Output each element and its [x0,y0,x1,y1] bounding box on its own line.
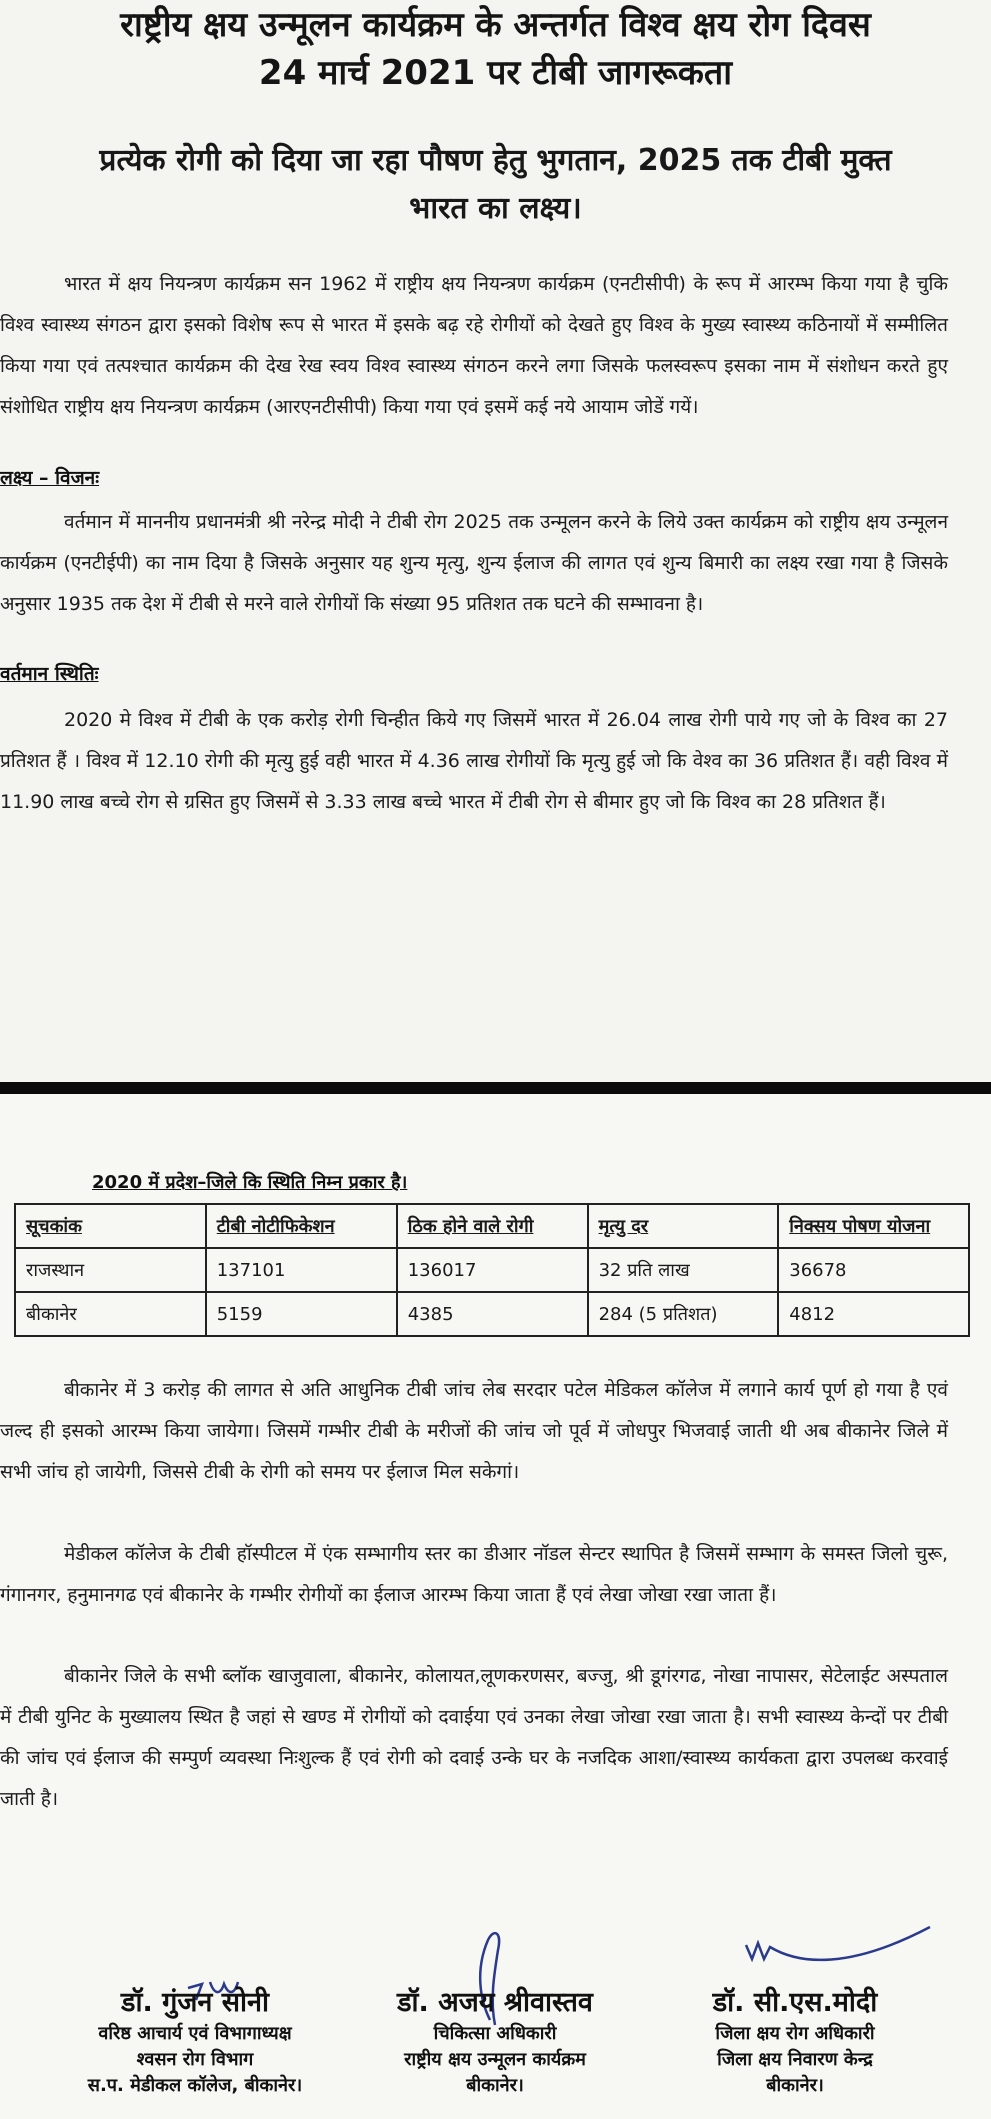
page-divider [0,1082,991,1094]
table-cell: 136017 [397,1248,588,1292]
table-cell: 137101 [206,1248,397,1292]
blocks-paragraph [0,1656,948,1820]
signatory-block-2 [340,1985,650,2099]
signatory-name: डॉ. गुंजन सोनी [121,1987,269,2018]
table-cell: 36678 [778,1248,969,1292]
signatory-department: जिला क्षय निवारण केन्द्र [717,2049,873,2070]
status-heading: वर्तमान स्थितिः [0,663,99,685]
document-title-line-1: राष्ट्रीय क्षय उन्मूलन कार्यक्रम के अन्तर्गत विश्व क्षय रोग दिवस [120,5,871,45]
table-header-cell: मृत्यु दर [588,1204,779,1248]
table-header-row [15,1204,969,1248]
table-caption: 2020 में प्रदेश–जिले कि स्थिति निम्न प्रकार है। [92,1172,408,1193]
signatory-institution: बीकानेर। [466,2075,524,2096]
document-title-line-2: 24 मार्च 2021 पर टीबी जागरूकता [258,53,733,93]
signatory-block-1 [40,1985,350,2099]
lab-text: बीकानेर में 3 करोड़ की लागत से अति आधुनिक टीबी जांच लेब सरदार पटेल मेडिकल कॉलेज में लगाने कार्य पूर्ण हो गया है एवं जल्द ही इसको आरम्भ किया जायेगा। जिसमें गम्भीर टीबी के मरीजों की जांच जो पूर्व में जोधपुर भिजवाई जाती थी अब बीकानेर जिले में सभी जांच हो जायेगी, जिससे टीबी के रोगी को समय पर ईलाज मिल सकेगां। [0,1379,948,1483]
table-header-cell: टीबी नोटीफिकेशन [206,1204,397,1248]
signatory-designation: जिला क्षय रोग अधिकारी [715,2023,875,2044]
signatory-block-3 [640,1985,950,2099]
vision-heading: लक्ष्य – विजनः [0,467,100,489]
vision-text: वर्तमान में माननीय प्रधानमंत्री श्री नरेन्द्र मोदी ने टीबी रोग 2025 तक उन्मूलन करने के लिये उक्त कार्यक्रम को राष्ट्रीय क्षय उन्मूलन कार्यक्रम (एनटीईपी) का नाम दिया है जिसके अनुसार यह शुन्य मृत्यु, शुन्य ईलाज की लागत एवं शुन्य बिमारी का लक्ष्य रखा गया है जिसके अनुसार 1935 तक देश में टीबी से मरने वाले रोगीयों कि संख्या 95 प्रतिशत तक घटने की सम्भावना है। [0,511,948,615]
nodal-centre-text: मेडीकल कॉलेज के टीबी हॉस्पीटल में एंक सम्भागीय स्तर का डीआर नॉडल सेन्टर स्थापित है जिसमें सम्भाग के समस्त जिलो चुरू, गंगानगर, हनुमानगढ एवं बीकानेर के गम्भीर रोगीयों का ईलाज आरम्भ किया जाता हैं एवं लेखा जोखा रखा जाता हैं। [0,1543,948,1606]
table-cell: राजस्थान [15,1248,206,1292]
signatory-department: राष्ट्रीय क्षय उन्मूलन कार्यक्रम [404,2049,586,2070]
document-subtitle-line-1: प्रत्येक रोगी को दिया जा रहा पौषण हेतु भुगतान, 2025 तक टीबी मुक्त [99,143,892,178]
intro-paragraph [0,264,948,428]
blocks-text: बीकानेर जिले के सभी ब्लॉक खाजुवाला, बीकानेर, कोलायत,लूणकरणसर, बज्जु, श्री डूगंरगढ, नोखा नापासर, सेटेलाईट अस्पताल में टीबी युनिट के मुख्यालय स्थित है जहां से खण्ड में रोगीयों को दवाईया एवं उनका लेखा जोखा रखा जाता है। सभी स्वास्थ्य केन्दों पर टीबी की जांच एवं ईलाज की सम्पुर्ण व्यवस्था निःशुल्क हैं एवं रोगी को दवाई उन्के घर के नजदिक आशा/स्वास्थ्य कार्यकता द्वारा उपलब्ध करवाई जाती है। [0,1665,948,1810]
signatory-name: डॉ. अजय श्रीवास्तव [397,1987,593,2018]
vision-paragraph [0,502,948,625]
table-cell: बीकानेर [15,1292,206,1336]
nodal-centre-paragraph [0,1534,948,1616]
signatory-institution: बीकानेर। [766,2075,824,2096]
table-row [15,1292,969,1336]
tb-statistics-table [14,1203,970,1337]
status-paragraph [0,700,948,823]
signatory-institution: स.प. मेडीकल कॉलेज, बीकानेर। [87,2075,303,2096]
table-cell: 284 (5 प्रतिशत) [588,1292,779,1336]
table-cell: 32 प्रति लाख [588,1248,779,1292]
lab-paragraph [0,1370,948,1493]
table-header-cell: सूचकांक [15,1204,206,1248]
table-header-cell: निक्सय पोषण योजना [778,1204,969,1248]
signature-mark-modi [740,1925,940,1985]
signatory-name: डॉ. सी.एस.मोदी [712,1987,878,2018]
signatory-designation: चिकित्सा अधिकारी [433,2023,557,2044]
signatory-department: श्वसन रोग विभाग [136,2049,254,2070]
intro-text: भारत में क्षय नियन्त्रण कार्यक्रम सन 1962 में राष्ट्रीय क्षय नियन्त्रण कार्यक्रम (एनटीसीपी) के रूप में आरम्भ किया गया है चुकि विश्व स्वास्थ्य संगठन द्वारा इसको विशेष रूप से भारत में इसके बढ़ रहे रोगीयों को देखते हुए विश्व के मुख्य स्वास्थ्य कठिनायों में सम्मीलित किया गया एवं तत्पश्चात कार्यक्रम की देख रेख स्वय विश्व स्वास्थ्य संगठन करने लगा जिसके फलस्वरूप इसका नाम में संशोधन करते हुए संशोधित राष्ट्रीय क्षय नियन्त्रण कार्यक्रम (आरएनटीसीपी) किया गया एवं इसमें कई नये आयाम जोडें गयें। [0,273,948,418]
table-cell: 4385 [397,1292,588,1336]
table-cell: 5159 [206,1292,397,1336]
table-header-cell: ठिक होने वाले रोगी [397,1204,588,1248]
table-cell: 4812 [778,1292,969,1336]
signatory-designation: वरिष्ठ आचार्य एवं विभागाध्यक्ष [98,2023,292,2044]
table-row [15,1248,969,1292]
document-subtitle-line-2: भारत का लक्ष्य। [409,191,582,226]
status-text: 2020 मे विश्व में टीबी के एक करोड़ रोगी चिन्हीत किये गए जिसमें भारत में 26.04 लाख रोगी पाये गए जो के विश्व का 27 प्रतिशत हैं । विश्व में 12.10 रोगी की मृत्यु हुई वही भारत में 4.36 लाख रोगीयों कि मृत्यु हुई जो कि वेश्व का 36 प्रतिशत हैं। वही विश्व में 11.90 लाख बच्चे रोग से ग्रसित हुए जिसमें से 3.33 लाख बच्चे भारत में टीबी रोग से बीमार हुए जो कि विश्व का 28 प्रतिशत हैं। [0,709,948,813]
